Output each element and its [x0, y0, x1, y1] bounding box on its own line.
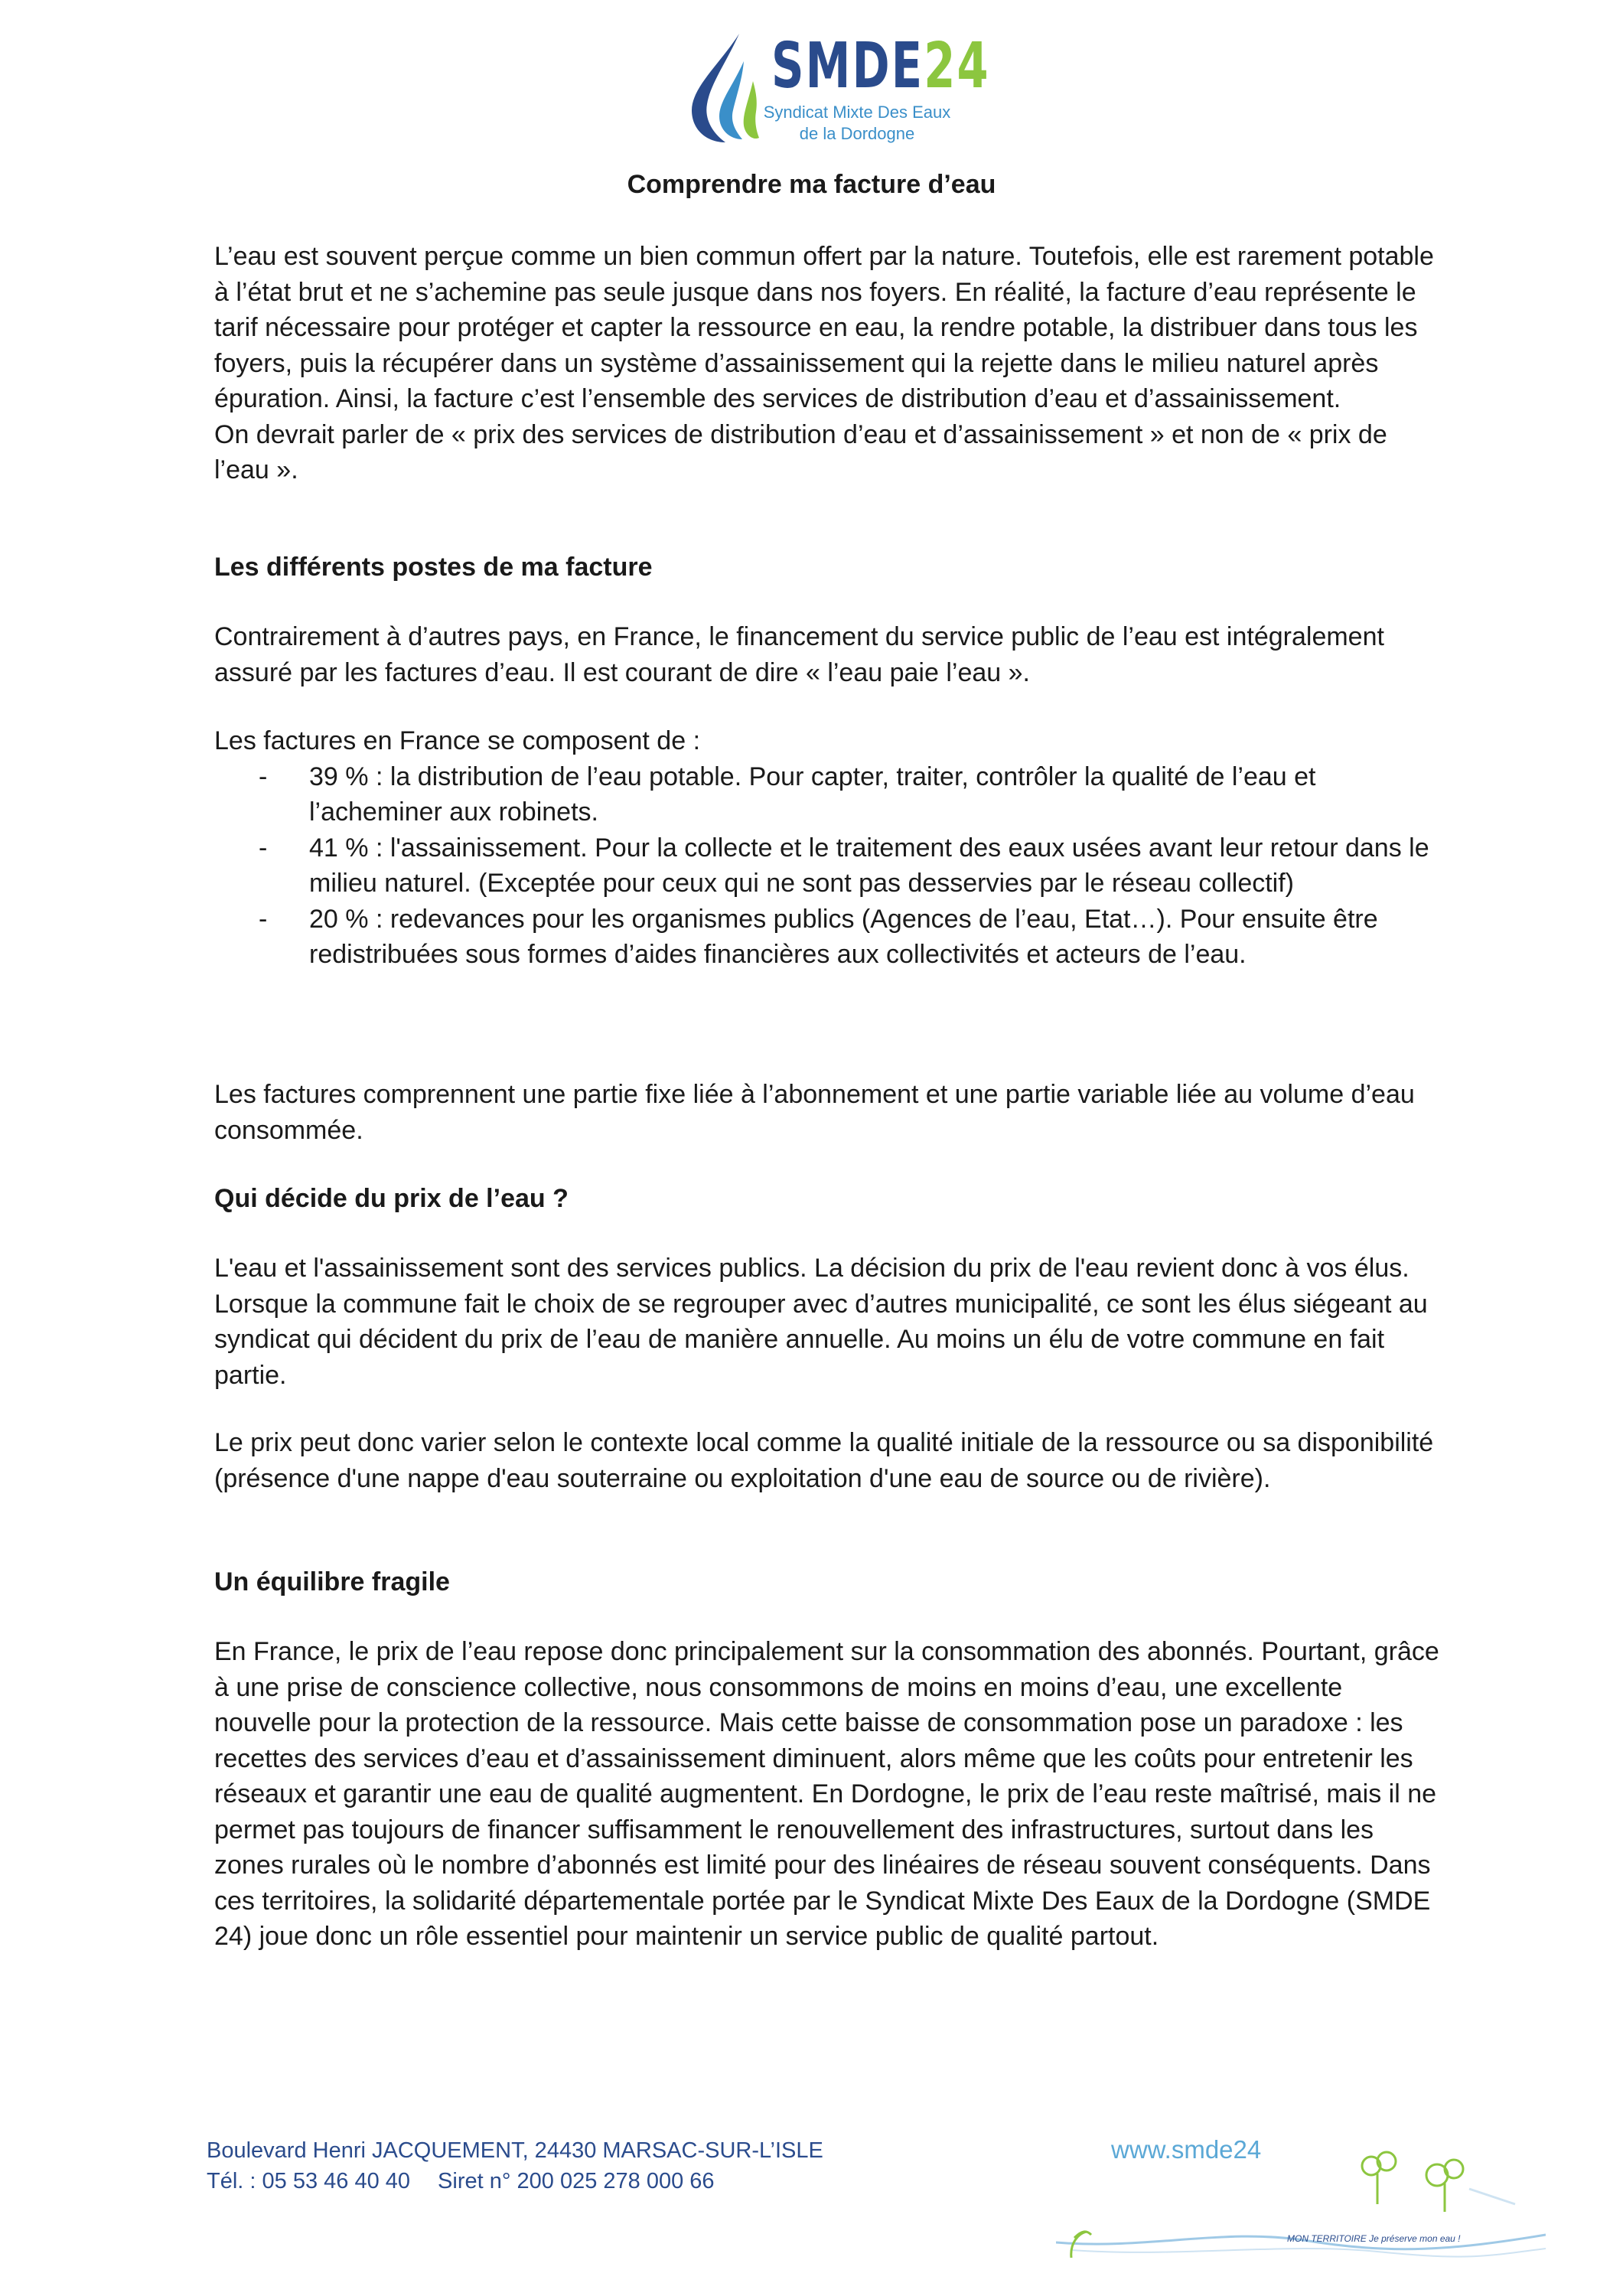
logo-subtitle-line2: de la Dordogne	[799, 124, 915, 143]
footer-website: www.smde24	[1111, 2135, 1262, 2164]
list-item-text: 39 % : la distribution de l’eau potable. Pour capter, traiter, contrôler la qualité de l’eau et l’acheminer aux robinets.	[309, 762, 1316, 827]
section-postes-closing	[214, 1077, 1446, 1148]
section-equilibre-paragraph: En France, le prix de l’eau repose donc principalement sur la consommation des abonnés. Pourtant, grâce à une prise de conscience collective, nous consommons de moins en moins d’eau, une excellente nouvelle pour la protection de la ressource. Mais cette baisse de consommation pose un paradoxe : les recettes des services d’eau et d’assainissement diminuent, alors même que les coûts pour entretenir les réseaux et garantir une eau de qualité augmentent. En Dordogne, le prix de l’eau reste maîtrisé, mais il ne permet pas toujours de financer suffisamment le renouvellement des infrastructures, surtout dans les zones rurales où le nombre d’abonnés est limité pour des linéaires de réseau souvent conséquents. Dans ces territoires, la solidarité départementale portée par le Syndicat Mixte Des Eaux de la Dordogne (SMDE 24) joue donc un rôle essentiel pour maintenir un service public de qualité partout.	[214, 1637, 1439, 1951]
footer-phone-siret-line	[207, 2166, 823, 2197]
footer-phone: Tél. : 05 53 46 40 40	[207, 2169, 411, 2193]
footer-address: Boulevard Henri JACQUEMENT, 24430 MARSAC-SUR-L’ISLE	[207, 2138, 823, 2163]
list-item-text: 41 % : l'assainissement. Pour la collecte et le traitement des eaux usées avant leur retour dans le milieu naturel. (Exceptée pour ceux qui ne sont pas desservies par le réseau collectif)	[309, 833, 1429, 898]
section-postes-list-block	[214, 723, 1446, 973]
list-item	[214, 759, 1446, 830]
section-heading-postes: Les différents postes de ma facture	[214, 553, 653, 582]
intro-section	[214, 239, 1446, 488]
list-item	[214, 902, 1446, 973]
logo-subtitle-line1: Syndicat Mixte Des Eaux	[763, 103, 951, 122]
section-heading-equilibre: Un équilibre fragile	[214, 1567, 450, 1596]
list-item	[214, 830, 1446, 902]
footer-contact	[207, 2135, 823, 2197]
footer-tagline: MON TERRITOIRE Je préserve mon eau !	[1287, 2233, 1461, 2244]
section-prix-paragraph-2: Le prix peut donc varier selon le contexte local comme la qualité initiale de la ressource ou sa disponibilité (présence d'une nappe d'eau souterraine ou exploitation d'une eau de source ou de rivière).	[214, 1428, 1434, 1493]
smde24-logo	[681, 30, 990, 153]
section-postes-body	[214, 619, 1446, 690]
logo-wordmark	[771, 30, 990, 103]
intro-paragraph-1: L’eau est souvent perçue comme un bien commun offert par la nature. Toutefois, elle est rarement potable à l’état brut et ne s’achemine pas seule jusque dans nos foyers. En réalité, la facture d’eau représente le tarif nécessaire pour protéger et capter la ressource en eau, la rendre potable, la distribuer dans tous les foyers, puis la récupérer dans un système d’assainissement qui la rejette dans le milieu naturel après épuration. Ainsi, la facture c’est l’ensemble des services de distribution d’eau et d’assainissement.	[214, 242, 1434, 413]
list-dash: -	[259, 833, 268, 863]
cost-breakdown-list	[214, 759, 1446, 973]
document-title: Comprendre ma facture d’eau	[627, 170, 996, 199]
section-heading-prix: Qui décide du prix de l’eau ?	[214, 1184, 569, 1213]
logo-number: 24	[924, 30, 990, 103]
logo-brand: SMDE	[771, 30, 924, 103]
section-prix-body-1	[214, 1251, 1446, 1393]
section-postes-paragraph-1: Contrairement à d’autres pays, en France, le financement du service public de l’eau est intégralement assuré par les factures d’eau. Il est courant de dire « l’eau paie l’eau ».	[214, 622, 1384, 687]
section-postes-paragraph-3: Les factures comprennent une partie fixe liée à l’abonnement et une partie variable liée au volume d’eau consommée.	[214, 1080, 1415, 1145]
list-dash: -	[259, 762, 268, 791]
footer-siret: Siret n° 200 025 278 000 66	[438, 2169, 715, 2193]
list-item-text: 20 % : redevances pour les organismes publics (Agences de l’eau, Etat…). Pour ensuite être redistribuées sous formes d’aides financières aux collectivités et acteurs de l’eau.	[309, 904, 1378, 969]
section-prix-body-2	[214, 1425, 1446, 1496]
list-dash: -	[259, 904, 268, 934]
intro-paragraph-2: On devrait parler de « prix des services de distribution d’eau et d’assainissement » et non de « prix de l’eau ».	[214, 419, 1387, 484]
section-equilibre-body	[214, 1634, 1446, 1955]
section-prix-paragraph-1: L'eau et l'assainissement sont des services publics. La décision du prix de l'eau revient donc à vos élus. Lorsque la commune fait le choix de se regrouper avec d’autres municipalité, ce sont les élus siégeant au syndicat qui décident du prix de l’eau de manière annuelle. Au moins un élu de votre commune en fait partie.	[214, 1254, 1428, 1390]
section-postes-list-intro: Les factures en France se composent de :	[214, 726, 701, 755]
